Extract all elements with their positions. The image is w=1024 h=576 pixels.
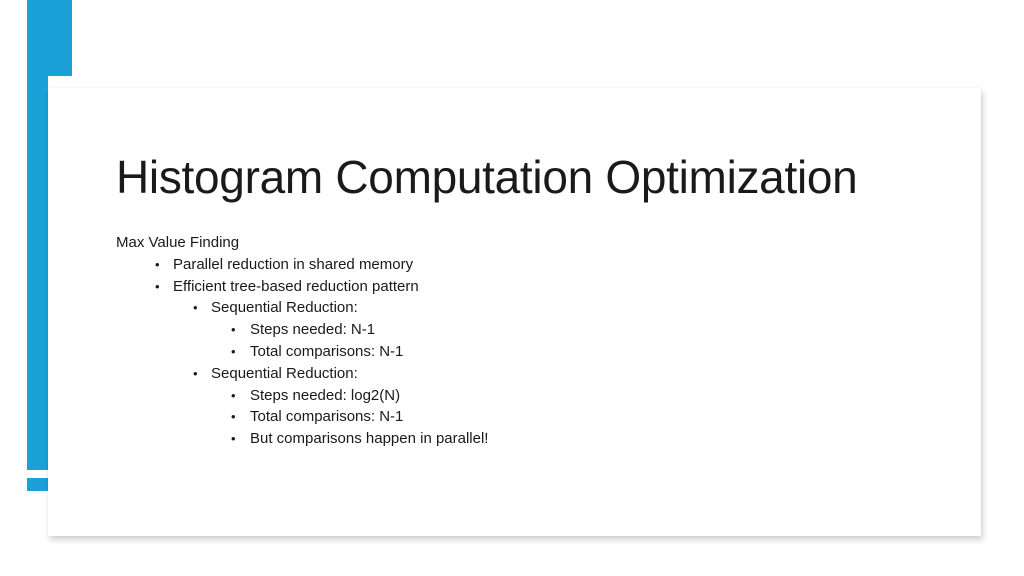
list-item-text: Parallel reduction in shared memory [173, 255, 414, 273]
list-item [116, 363, 488, 385]
accent-bar-top [27, 0, 72, 76]
section-heading: Max Value Finding [116, 234, 240, 251]
list-item-text: Sequential Reduction: [211, 299, 358, 317]
list-item [116, 276, 488, 298]
list-item-text: Steps needed: N-1 [250, 321, 376, 339]
bullet-icon: • [155, 278, 160, 294]
list-item [116, 341, 488, 363]
list-item [116, 319, 488, 341]
list-item [116, 428, 488, 450]
bullet-icon: • [231, 343, 236, 359]
list-item-text: Total comparisons: N-1 [250, 342, 404, 360]
bullet-icon: • [231, 431, 236, 447]
bullet-icon: • [231, 322, 236, 338]
bullet-icon: • [193, 300, 198, 316]
list-item [116, 406, 488, 428]
bullet-icon: • [231, 387, 236, 403]
slide-title: Histogram Computation Optimization [116, 151, 858, 203]
list-item [116, 254, 488, 276]
list-item-text: Efficient tree-based reduction pattern [173, 277, 419, 295]
bullet-icon: • [155, 256, 160, 272]
accent-bar-side [27, 76, 48, 470]
accent-bar-small [27, 478, 48, 491]
list-item [116, 297, 488, 319]
bullet-icon: • [231, 409, 236, 425]
list-item-text: But comparisons happen in parallel! [250, 430, 489, 448]
list-item [116, 385, 488, 407]
list-item-text: Steps needed: log2(N) [250, 386, 401, 404]
slide-body [116, 232, 488, 450]
list-item-text: Sequential Reduction: [211, 364, 358, 382]
bullet-icon: • [193, 365, 198, 381]
list-item-text: Total comparisons: N-1 [250, 408, 404, 426]
